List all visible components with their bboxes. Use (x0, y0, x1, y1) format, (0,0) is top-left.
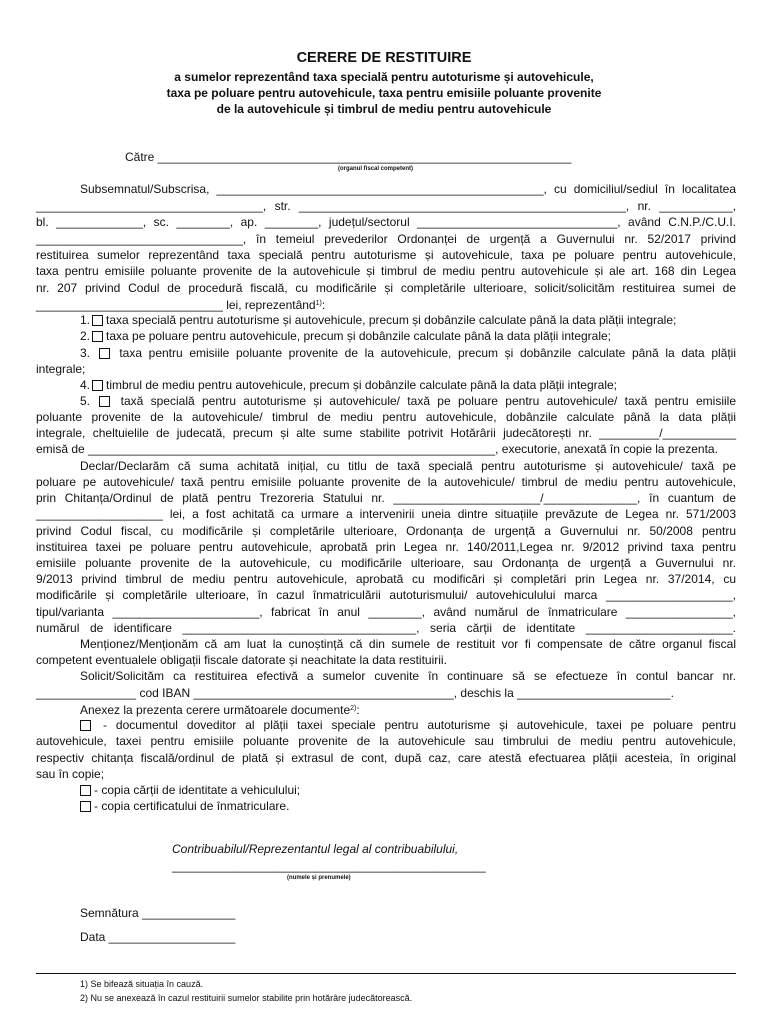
doc-3 (80, 799, 736, 813)
footnote-mark-1: 1) (315, 300, 322, 307)
declar-line-3: prin Chitanța/Ordinul de plată pentru Trezoreria Statului nr. ______________________/______________, în cuantum de (36, 491, 736, 505)
doc-1-checkbox[interactable] (80, 720, 91, 731)
body-line-6: taxa pentru emisiile poluante provenite de la autovehicule și timbrul de mediu pentru autovehicule și ale art. 168 din Legea (36, 264, 736, 278)
declar-line-2: poluare pe autovehicule/ taxă pentru emisiile poluante provenite de la autovehicule/ timbrul de mediu pentru autovehicule, (36, 475, 736, 489)
footnote-1: 1) Se bifează situația în cauză. (80, 979, 204, 989)
item-3-cont: integrale; (36, 362, 86, 376)
item-4-number: 4. (80, 378, 91, 392)
item-3-text: taxa pentru emisiile poluante provenite de la autovehicule, precum și dobânzile calculate până la data plății (119, 346, 736, 360)
declar-line-4: ___________________ lei, a fost achitată ca urmare a intervenirii uneia dintre situațiile prevăzute de Legea nr. 571/2003 (36, 507, 736, 521)
doc-2-text: - copia cărții de identitate a vehiculului; (94, 783, 301, 797)
item-2 (80, 329, 736, 343)
body-line-7: nr. 207 privind Codul de procedură fiscală, cu modificările și completările ulterioare, solicit/solicităm restituirea sumei de (36, 281, 736, 295)
doc-1-text: - documentul doveditor al plății taxei speciale pentru autoturisme și autovehicule, taxei pe poluare pentru (102, 718, 737, 732)
subtitle-line-2: taxa pe poluare pentru autovehicule, taxa pentru emisiile poluante provenite (166, 86, 602, 100)
item-5-cont-2: integrale, cheltuielile de judecată, precum și alte sume stabilite potrivit Hotărârii judecătorești nr. _________/___________ (36, 426, 736, 440)
body-line-3: bl. _____________, sc. ________, ap. ________, județul/sectorul ______________________________, având C.N.P./C.U.I. (36, 215, 736, 229)
item-3-checkbox[interactable] (99, 348, 110, 359)
amount-text: ____________________________ lei, reprezentând (36, 298, 316, 312)
declar-line-5: privind Codul fiscal, cu modificările și completările ulterioare, Ordonanța de urgență a Guvernului nr. 50/2008 pentru (36, 524, 736, 538)
doc-1 (80, 718, 736, 732)
item-5-checkbox[interactable] (99, 396, 110, 407)
item-5 (80, 394, 736, 408)
solicit-line-2: _______________ cod IBAN _______________________________________, deschis la _______________________. (36, 686, 674, 700)
doc-2-checkbox[interactable] (80, 785, 91, 796)
document-title: CERERE DE RESTITUIRE (296, 50, 472, 66)
amount-line (36, 297, 736, 312)
body-line-1: Subsemnatul/Subscrisa, _________________________________________________, cu domiciliul/sediul în localitatea (80, 182, 736, 196)
declar-line-6: instituirea taxei pe poluare pentru autovehicule, aprobată prin Legea nr. 140/2011,Legea nr. 9/2012 privind taxa pentru (36, 540, 736, 554)
catre-note: (organul fiscal competent) (338, 166, 414, 172)
anexez-colon: : (356, 703, 360, 717)
doc-3-text: - copia certificatului de înmatriculare. (94, 799, 290, 813)
item-1 (80, 313, 736, 327)
item-1-number: 1. (80, 313, 91, 327)
name-line: _______________________________________________ (172, 859, 486, 873)
subtitle-line-1: a sumelor reprezentând taxa specială pentru autoturisme și autovehicule, (174, 70, 594, 84)
footnote-2: 2) Nu se anexează în cazul restituirii sumelor stabilite prin hotărâre judecătorească. (80, 993, 413, 1003)
declar-line-11: numărul de identificare ___________________________________, seria cărții de identitate ______________________. (36, 621, 736, 635)
declar-line-7: emisiile poluante provenite de la autovehicule, cu modificările ulterioare, sau Ordonanța de urgență a Guvernului nr. (36, 556, 736, 570)
footnote-divider (36, 973, 736, 974)
item-1-text: taxa specială pentru autoturisme și autovehicule, precum și dobânzile calculate până la data plății integrale; (106, 313, 677, 327)
doc-3-checkbox[interactable] (80, 801, 91, 812)
item-2-checkbox[interactable] (92, 331, 103, 342)
signature-label: Contribuabilul/Reprezentantul legal al contribuabilului, (172, 842, 459, 856)
item-4-checkbox[interactable] (92, 380, 103, 391)
body-line-2: __________________________________, str. _________________________________________________, nr. ___________, (36, 199, 736, 213)
item-3-number: 3. (80, 346, 91, 360)
subtitle-line-3: de la autovehicule și timbrul de mediu pentru autovehicule (216, 102, 552, 116)
anexez-line (80, 702, 736, 717)
doc-1-cont-1: autovehicule, taxei pentru emisiile poluante provenite de la autovehicule sau timbrului de mediu pentru autovehicule, (36, 734, 736, 748)
name-note: (numele și prenumele) (287, 875, 351, 881)
data-field[interactable]: Data ___________________ (80, 930, 236, 944)
item-4 (80, 378, 736, 392)
item-1-checkbox[interactable] (92, 315, 103, 326)
amount-colon: : (321, 298, 326, 312)
item-5-cont-3: emisă de _____________________________________________________________, executorie, anexată în copie la prezenta. (36, 442, 718, 456)
item-2-number: 2. (80, 329, 91, 343)
item-5-cont-1: poluante provenite de la autovehicule/ timbrul de mediu pentru autovehicule, dobânzile calculate până la data plății (36, 410, 736, 424)
doc-2 (80, 783, 736, 797)
declar-line-1: Declar/Declarăm că suma achitată inițial, cu titlu de taxă specială pentru autoturisme și autovehicule/ taxă pe (80, 459, 736, 473)
catre-line: Către ______________________________________________________________ (125, 150, 572, 164)
item-3 (80, 346, 736, 360)
anexez-intro: Anexez la prezenta cerere următoarele documente (80, 703, 351, 717)
item-2-text: taxa pe poluare pentru autovehicule, precum și dobânzile calculate până la data plății integrale; (106, 329, 612, 343)
declar-line-10: tipul/varianta ______________________, fabricat în anul ________, având numărul de înmatriculare ________________, (36, 605, 736, 619)
mentionez-line-2: competent eventualele obligații fiscale datorate și neachitate la data restituirii. (36, 653, 447, 667)
declar-line-8: 9/2013 privind timbrul de mediu pentru autovehicule, aprobată cu modificări și completări prin Legea nr. 37/2014, cu (36, 572, 736, 586)
solicit-line-1: Solicit/Solicităm ca restituirea efectivă a sumelor cuvenite în continuare să se efectueze în contul bancar nr. (80, 669, 736, 683)
item-5-number: 5. (80, 394, 91, 408)
doc-1-cont-2: respectiv chitanța fiscală/ordinul de plată și extrasul de cont, după caz, care atestă efectuarea plății acesteia, în original (36, 751, 736, 765)
mentionez-line-1: Menționez/Menționăm că am luat la cunoștință că din sumele de restituit vor fi compensate de către organul fiscal (80, 637, 736, 651)
body-line-4: _______________________________, în temeiul prevederilor Ordonanței de urgență a Guvernului nr. 52/2017 privind (36, 232, 736, 246)
body-line-5: restituirea sumelor reprezentând taxa specială pentru autoturisme și autovehicule, taxa pe poluare pentru autovehicule, (36, 248, 736, 262)
semnatura-field[interactable]: Semnătura ______________ (80, 906, 236, 920)
item-4-text: timbrul de mediu pentru autovehicule, precum și dobânzile calculate până la data plății integrale; (106, 378, 617, 392)
footnote-mark-2: 2) (350, 705, 357, 712)
doc-1-cont-3: sau în copie; (36, 767, 105, 781)
declar-line-9: modificările și completările ulterioare, în cazul înmatriculării autoturismului/ autovehiculului marca ___________________, (36, 588, 736, 602)
item-5-text: taxă specială pentru autoturisme și autovehicule/ taxă pe poluare pentru autovehicule/ taxă pentru emisiile (120, 394, 736, 408)
